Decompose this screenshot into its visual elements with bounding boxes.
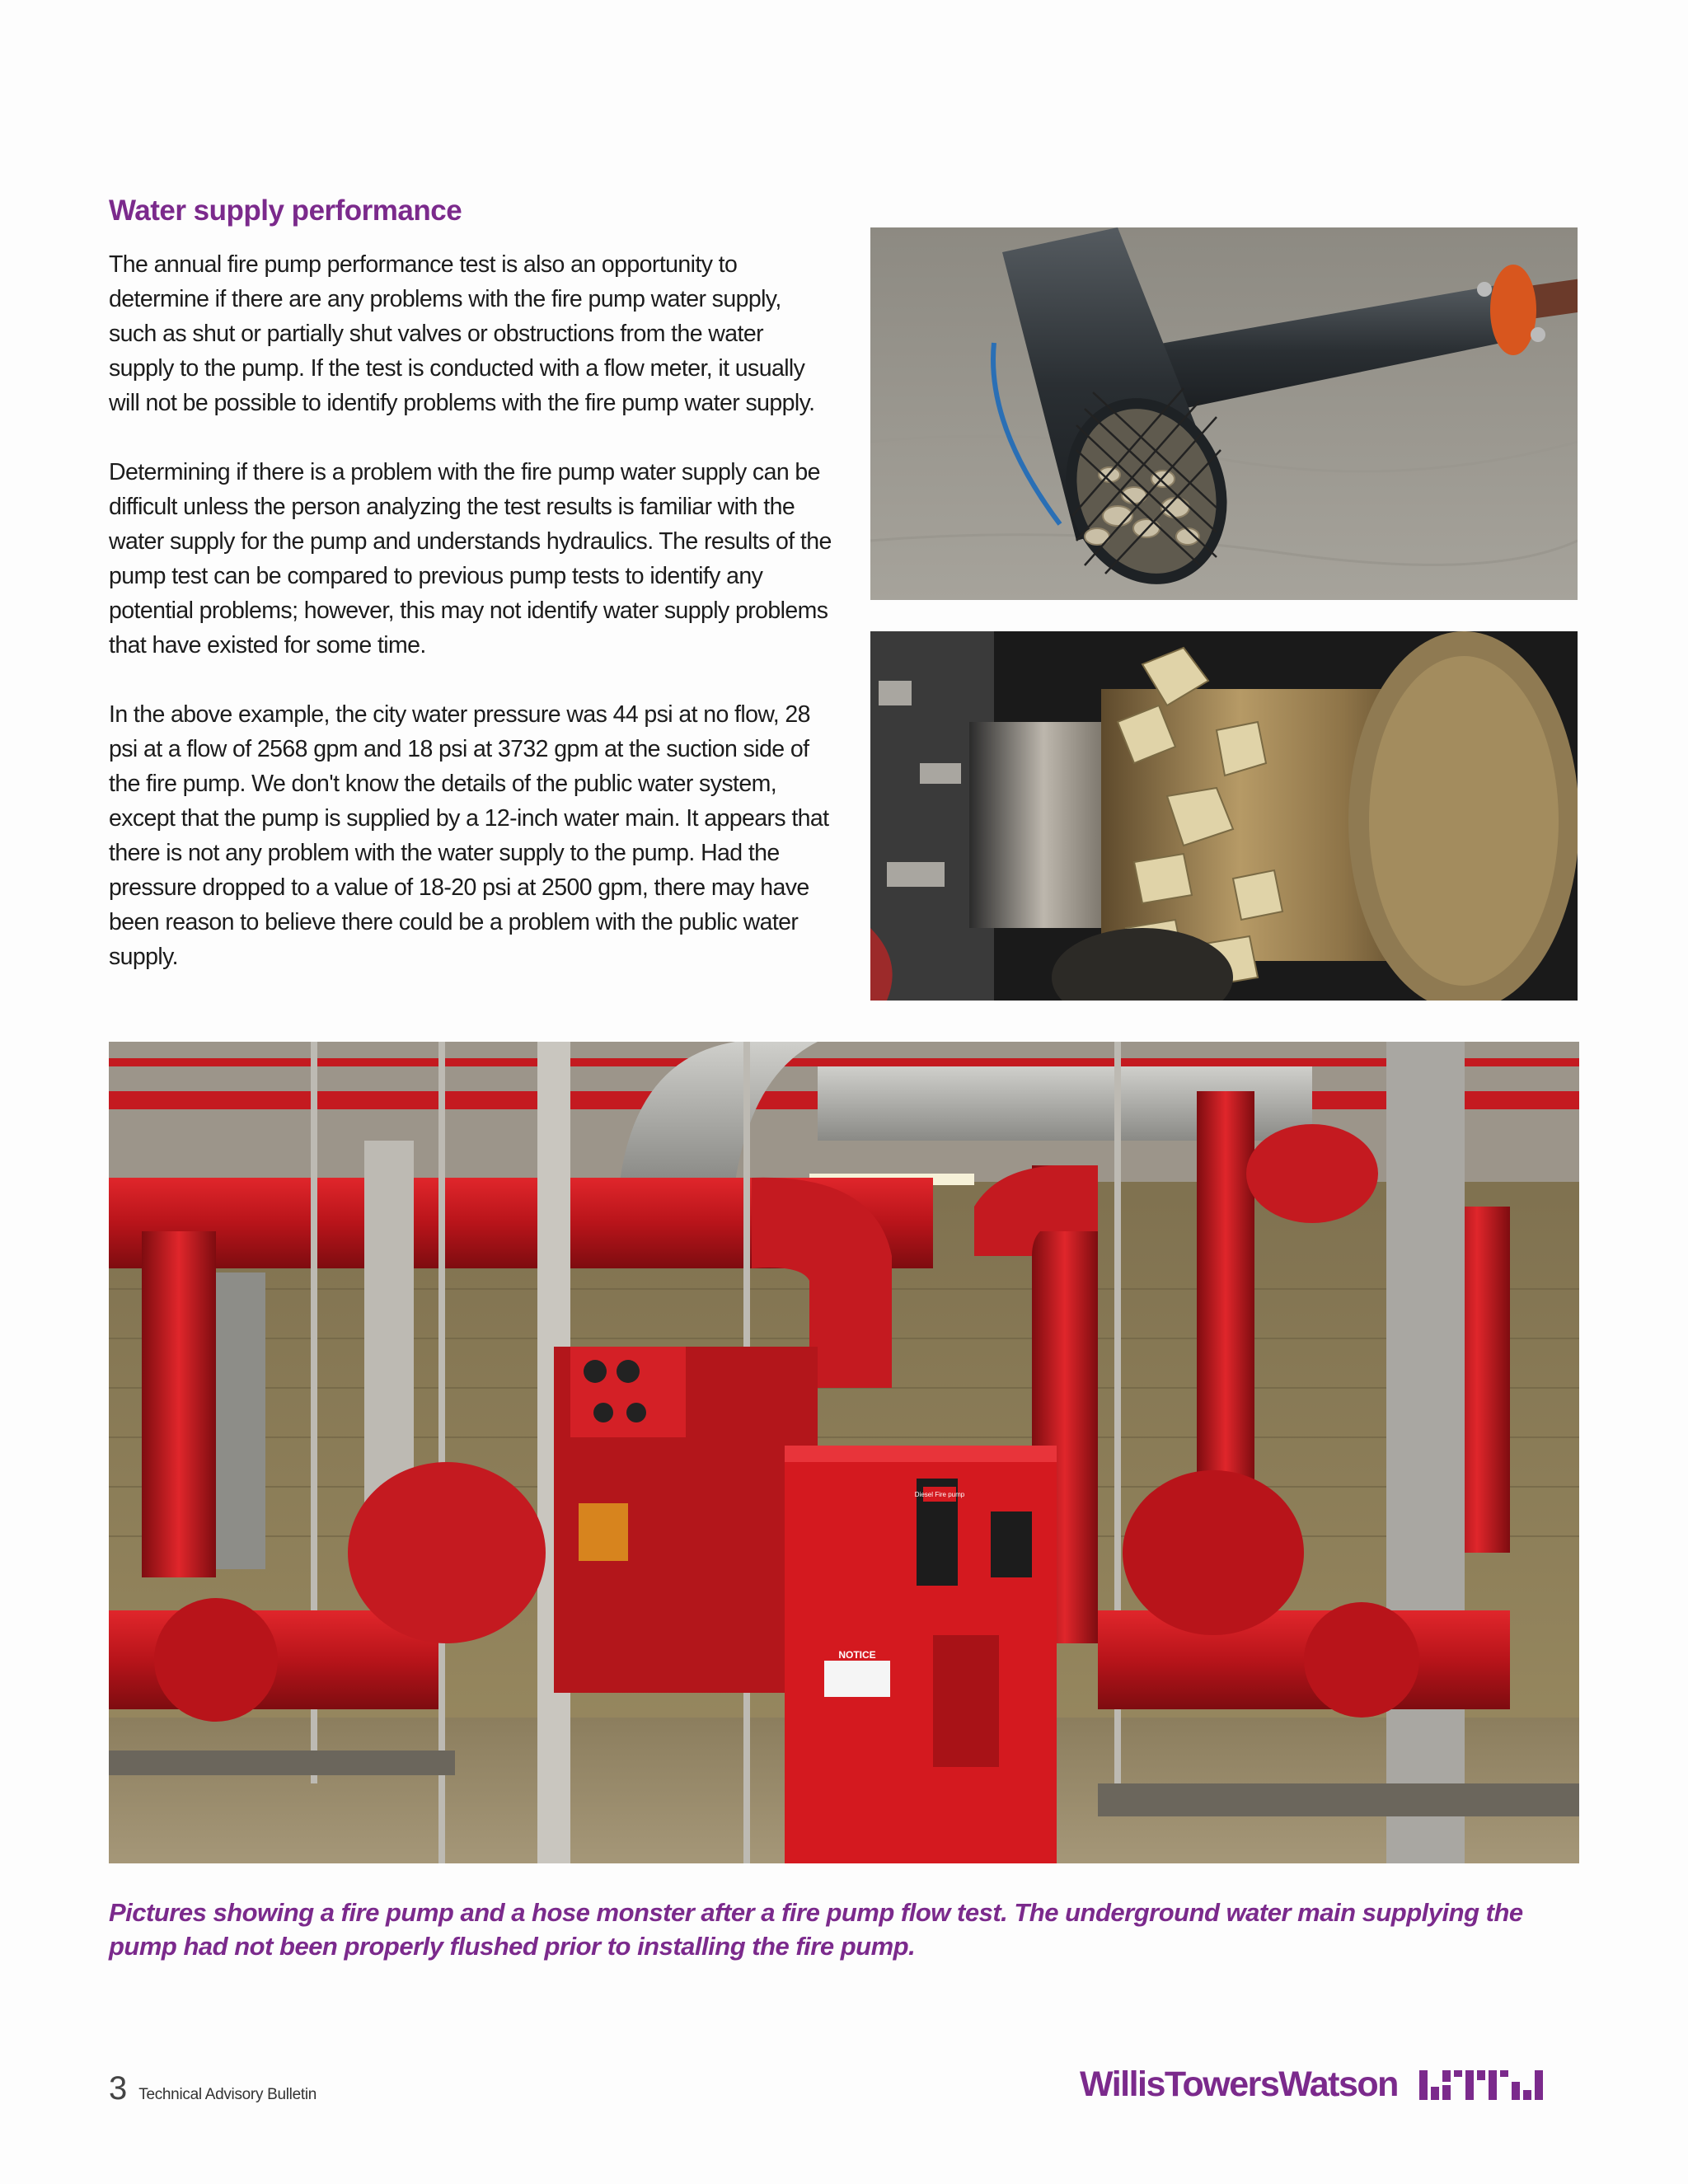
brand-logo [1080, 2064, 1543, 2105]
clogged-pipe-photo [870, 631, 1578, 1001]
brand-mark-icon [1419, 2070, 1543, 2100]
body-text [109, 247, 834, 1009]
hose-monster-photo [870, 227, 1578, 600]
section-heading: Water supply performance [109, 194, 462, 227]
paragraph: In the above example, the city water pressure was 44 psi at no flow, 28 psi at a flow of 2568 gpm and 18 psi at 3732 gpm at the suction side of the fire pump. We don't know the details of the public water system, except that the pump is supplied by a 12-inch water main. It appears that there is not any problem with the water supply to the pump. Had the pressure dropped to a value of 18-20 psi at 2500 gpm, there may have been reason to believe there could be a problem with the public water supply. [109, 701, 829, 970]
paragraph: The annual fire pump performance test is also an opportunity to determine if there are any problems with the fire pump water supply, such as shut or partially shut valves or obstructions from the water supply to the pump. If the test is conducted with a flow meter, it usually will not be possible to identify problems with the fire pump water supply. [109, 251, 815, 416]
fire-pump-room-photo [109, 1042, 1579, 1863]
page-number: 3 [109, 2070, 128, 2107]
footer [109, 2070, 316, 2107]
notice-sign: NOTICE [838, 1649, 876, 1661]
photo-caption: Pictures showing a fire pump and a hose monster after a fire pump flow test. The underground water main supplying the pump had not been properly flushed prior to installing the fire pump. [109, 1898, 1523, 1961]
publication-name: Technical Advisory Bulletin [138, 2086, 317, 2103]
controller-label: Diesel Fire pump [914, 1491, 965, 1498]
brand-name: WillisTowersWatson [1080, 2064, 1398, 2104]
paragraph: Determining if there is a problem with the fire pump water supply can be difficult unless the person analyzing the test results is familiar with the water supply for the pump and understands hydraulics. The results of the pump test can be compared to previous pump tests to identify any potential problems; however, this may not identify water supply problems that have existed for some time. [109, 459, 832, 658]
